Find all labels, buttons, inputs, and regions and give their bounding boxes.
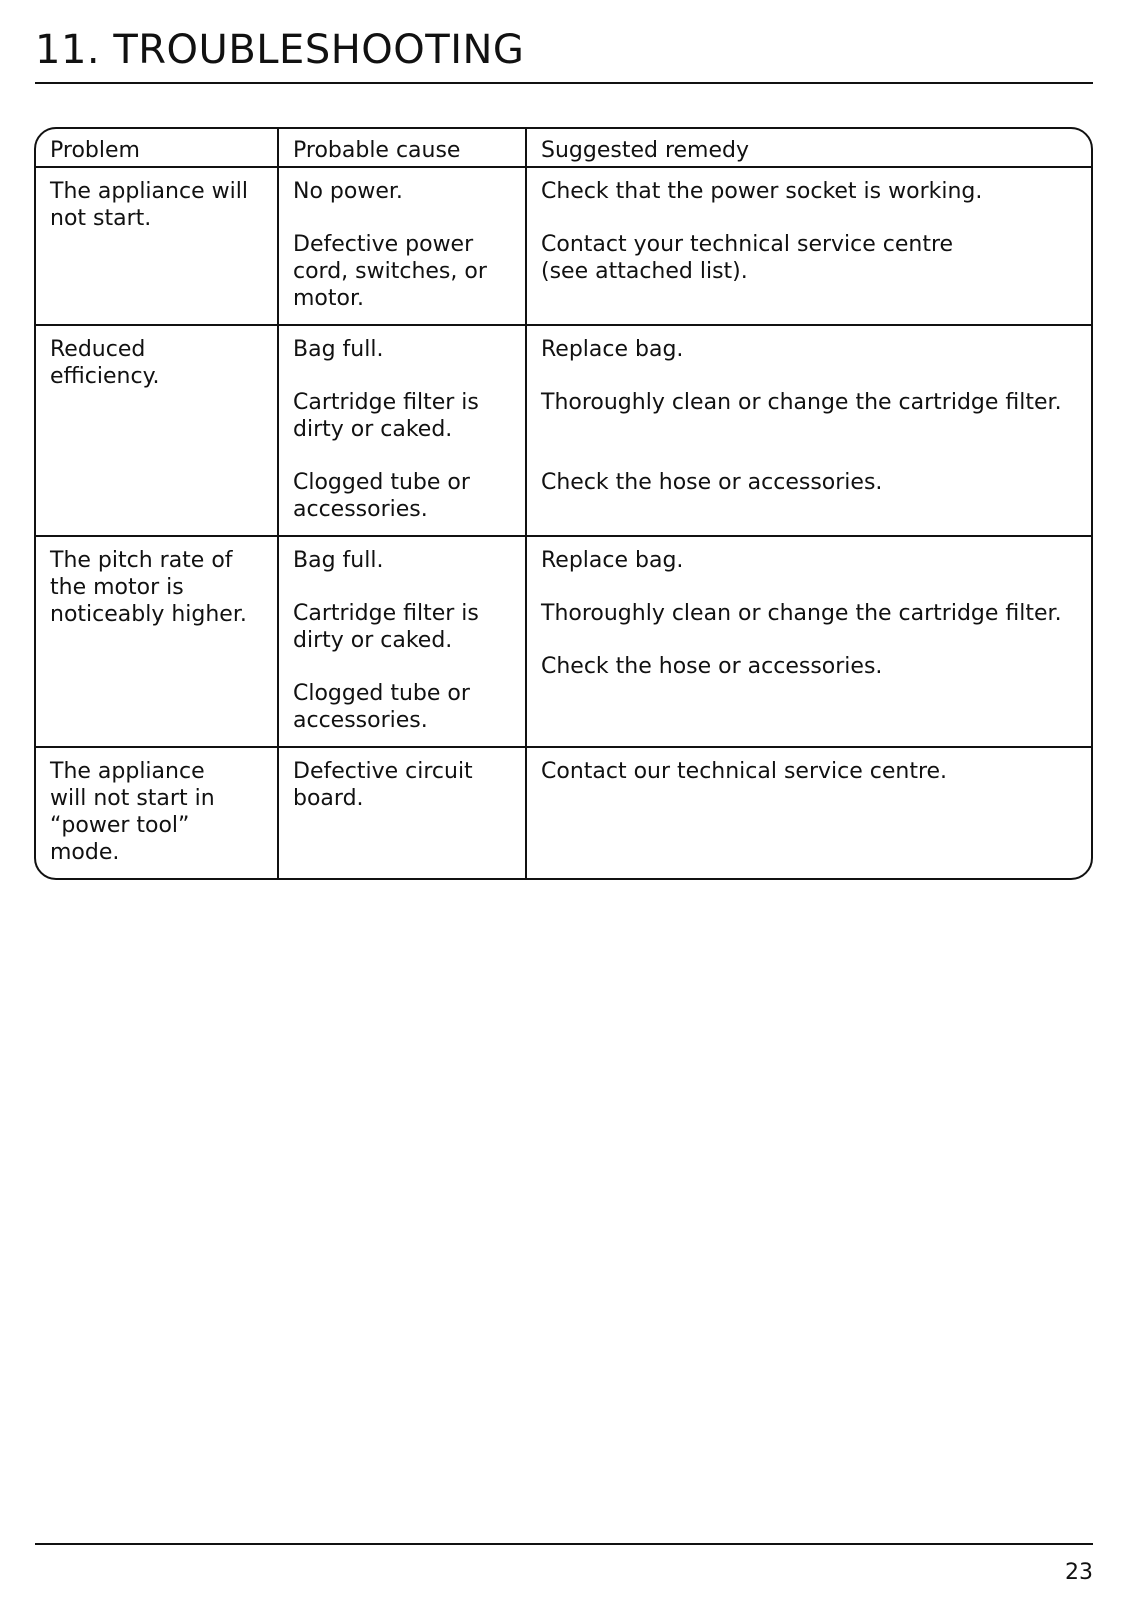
remedy-text: Contact your technical service centre (see attached list). <box>541 232 954 284</box>
remedy-text: Check that the power socket is working. <box>541 179 983 204</box>
problem-text: The pitch rate of the motor is noticeably higher. <box>50 548 247 627</box>
remedy-text: Thoroughly clean or change the cartridge filter. <box>541 601 1062 626</box>
troubleshooting-table <box>34 127 1093 880</box>
problem-text: The appliance will not start in “power tool” mode. <box>50 759 215 865</box>
table-row <box>36 325 1091 536</box>
cause-text: Defective circuit board. <box>293 759 473 811</box>
table-row <box>36 167 1091 325</box>
remedy-cell <box>526 167 1091 325</box>
cause-text: Bag full. <box>293 337 384 362</box>
remedy-text: Thoroughly clean or change the cartridge filter. <box>541 390 1062 415</box>
remedy-cell <box>526 536 1091 747</box>
cause-cell <box>278 536 526 747</box>
title-rule <box>35 82 1093 84</box>
cause-text: Clogged tube or accessories. <box>293 470 470 522</box>
page-number: 23 <box>1065 1560 1093 1585</box>
remedy-text: Replace bag. <box>541 548 684 573</box>
table-row <box>36 536 1091 747</box>
cause-cell <box>278 167 526 325</box>
remedy-cell <box>526 747 1091 878</box>
cause-text: No power. <box>293 179 403 204</box>
remedy-cell <box>526 325 1091 536</box>
cause-text: Clogged tube or accessories. <box>293 681 470 733</box>
cause-text: Defective power cord, switches, or motor. <box>293 232 487 311</box>
cause-text: Bag full. <box>293 548 384 573</box>
remedy-text: Replace bag. <box>541 337 684 362</box>
table-row <box>36 747 1091 878</box>
footer-rule <box>35 1543 1093 1545</box>
cause-cell <box>278 747 526 878</box>
column-header-problem: Problem <box>50 138 140 163</box>
remedy-text: Check the hose or accessories. <box>541 470 883 495</box>
remedy-text: Contact our technical service centre. <box>541 759 948 784</box>
cause-cell <box>278 325 526 536</box>
table-header-row <box>36 129 1091 167</box>
cause-text: Cartridge filter is dirty or caked. <box>293 390 479 442</box>
page-title: 11. TROUBLESHOOTING <box>35 27 525 73</box>
cause-text: Cartridge filter is dirty or caked. <box>293 601 479 653</box>
problem-cell <box>36 167 278 325</box>
problem-cell <box>36 325 278 536</box>
problem-text: The appliance will not start. <box>50 179 248 231</box>
problem-cell <box>36 747 278 878</box>
remedy-text: Check the hose or accessories. <box>541 654 883 679</box>
problem-text: Reduced efficiency. <box>50 337 160 389</box>
column-header-remedy: Suggested remedy <box>526 129 1091 167</box>
troubleshooting-grid <box>36 129 1091 878</box>
column-header-cause: Probable cause <box>278 129 526 167</box>
problem-cell <box>36 536 278 747</box>
